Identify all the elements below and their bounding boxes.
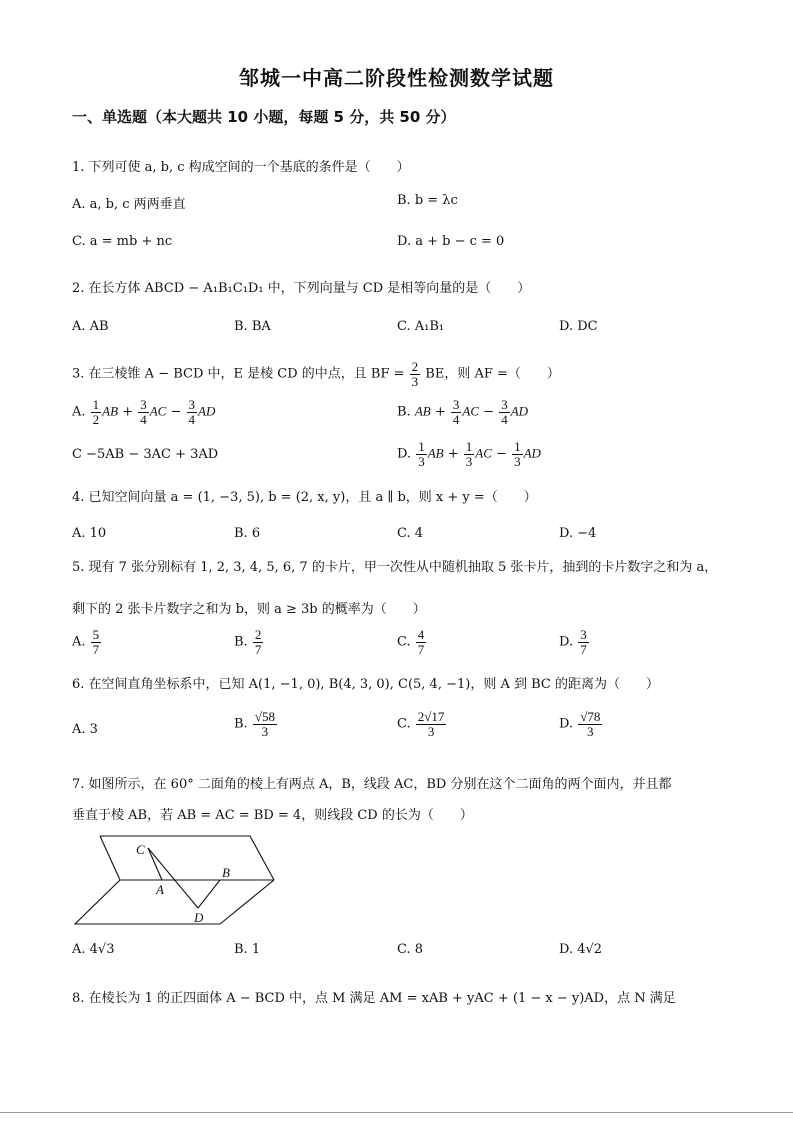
segment-bd <box>198 880 220 908</box>
upper-plane-edge <box>100 836 274 880</box>
label-b: B <box>222 865 230 880</box>
q3-stem-fraction: $\frac{2}{3}$ <box>411 359 419 389</box>
q4-option-b: B. 6 <box>234 526 261 541</box>
q5-stem-line2: 剩下的 2 张卡片数字之和为 b，则 a ≥ 3b 的概率为（ ） <box>72 602 426 617</box>
segment-cd <box>148 848 198 908</box>
q7-stem-line2: 垂直于棱 AB，若 AB = AC = BD = 4，则线段 CD 的长为（ ） <box>72 808 473 823</box>
q7-option-a: A. 4√3 <box>72 942 115 957</box>
q7-option-b: B. 1 <box>234 942 261 957</box>
q6-option-b: B. $\frac{√58}{3}$ <box>234 709 275 739</box>
q3-option-c: C −5AB − 3AC + 3AD <box>72 447 219 462</box>
q1-option-d: D. a + b − c = 0 <box>397 234 505 249</box>
q3-option-a: A. $\frac{1}{2}$ AB + $\frac{3}{4}$ AC − $\frac{3}{4}$ AD <box>72 397 216 427</box>
page-title: 邹城一中高二阶段性检测数学试题 <box>239 66 554 90</box>
q2-option-c: C. A₁B₁ <box>397 319 445 334</box>
q2-option-d: D. DC <box>559 319 598 334</box>
q1-option-c: C. a = mb + nc <box>72 234 173 249</box>
q3-stem-pre: 3. 在三棱锥 A − BCD 中，E 是棱 CD 的中点，且 BF = <box>72 366 405 382</box>
q4-stem: 4. 已知空间向量 a = (1, −3, 5), b = (2, x, y)，且 a ∥ b，则 x + y =（ ） <box>72 490 537 505</box>
q7-stem-line1: 7. 如图所示，在 60° 二面角的棱上有两点 A，B，线段 AC，BD 分别在这个二面角的两个面内，并且都 <box>72 777 672 792</box>
q7-option-c: C. 8 <box>397 942 424 957</box>
label-d: D <box>194 910 204 925</box>
q2-option-b: B. BA <box>234 319 271 334</box>
q3-option-d: D. $\frac{1}{3}$ AB + $\frac{1}{3}$ AC − $\frac{1}{3}$ AD <box>397 439 541 469</box>
q6-option-a: A. 3 <box>72 722 98 737</box>
q1-option-a: A. a, b, c 两两垂直 <box>72 197 186 212</box>
q3-option-b: B. AB + $\frac{3}{4}$ AC − $\frac{3}{4}$ AD <box>397 397 529 427</box>
page-bottom-divider <box>0 1112 793 1113</box>
q3-stem-post: BE，则 AF =（ ） <box>425 366 560 382</box>
label-c: C <box>136 842 145 857</box>
q2-stem: 2. 在长方体 ABCD − A₁B₁C₁D₁ 中，下列向量与 CD 是相等向量的是（ ） <box>72 281 531 296</box>
q6-option-c: C. $\frac{2√17}{3}$ <box>397 709 445 739</box>
q5-option-d: D. $\frac{3}{7}$ <box>559 627 587 657</box>
q5-option-a: A. $\frac{5}{7}$ <box>72 627 100 657</box>
section-heading: 一、单选题（本大题共 10 小题，每题 5 分，共 50 分） <box>72 108 456 126</box>
q3-stem <box>72 360 560 388</box>
q1-option-b: B. b = λc <box>397 193 458 208</box>
q7-option-d: D. 4√2 <box>559 942 603 957</box>
q5-option-b: B. $\frac{2}{7}$ <box>234 627 262 657</box>
label-a: A <box>156 882 164 897</box>
q4-option-c: C. 4 <box>397 526 424 541</box>
q1-stem: 1. 下列可使 a, b, c 构成空间的一个基底的条件是（ ） <box>72 160 410 175</box>
segment-ac <box>148 848 162 880</box>
q4-option-a: A. 10 <box>72 526 107 541</box>
q7-dihedral-figure <box>70 830 310 930</box>
q4-option-d: D. −4 <box>559 526 597 541</box>
q6-option-d: D. $\frac{√78}{3}$ <box>559 709 601 739</box>
lower-plane-edge <box>75 880 274 924</box>
q8-stem: 8. 在棱长为 1 的正四面体 A − BCD 中，点 M 满足 AM = xAB + yAC + (1 − x − y)AD，点 N 满足 <box>72 991 676 1006</box>
q5-stem-line1: 5. 现有 7 张分别标有 1, 2, 3, 4, 5, 6, 7 的卡片，甲一次性从中随机抽取 5 张卡片，抽到的卡片数字之和为 a， <box>72 560 718 575</box>
q2-option-a: A. AB <box>72 319 109 334</box>
q5-option-c: C. $\frac{4}{7}$ <box>397 627 425 657</box>
q6-stem: 6. 在空间直角坐标系中，已知 A(1, −1, 0), B(4, 3, 0), C(5, 4, −1)，则 A 到 BC 的距离为（ ） <box>72 677 659 692</box>
upper-plane-left-edge <box>100 836 120 880</box>
